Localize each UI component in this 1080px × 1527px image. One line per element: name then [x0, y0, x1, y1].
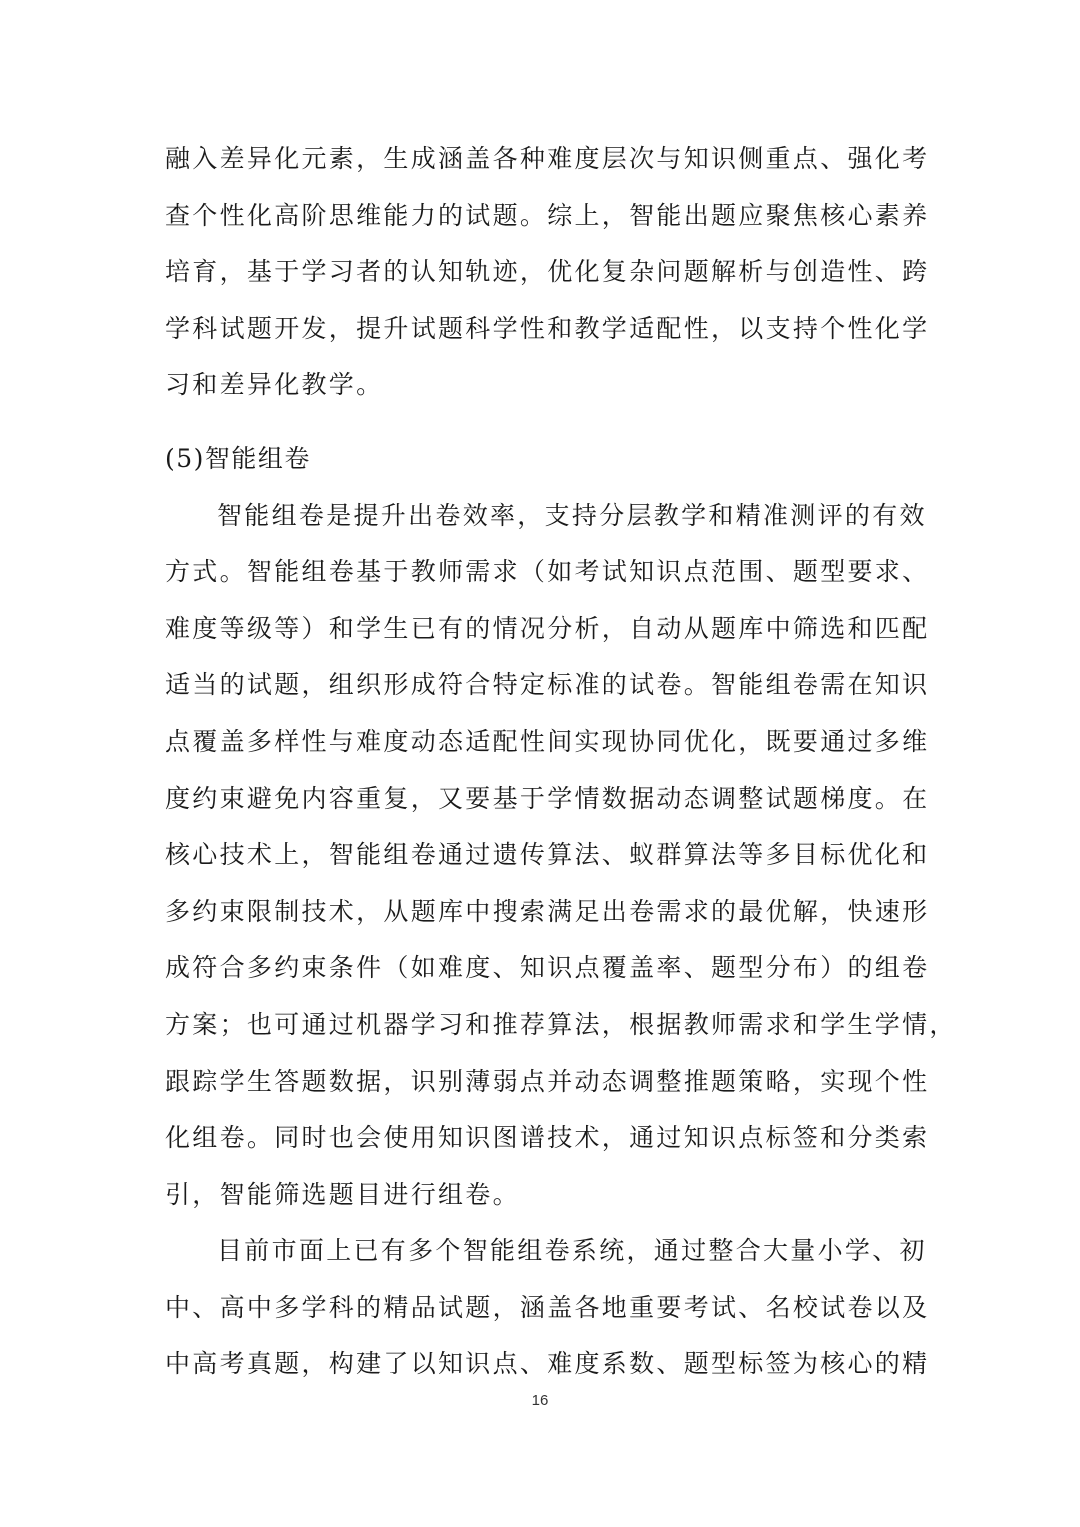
text-line: 中、高中多学科的精品试题，涵盖各地重要考试、名校试卷以及	[165, 1292, 930, 1322]
page-number: 16	[531, 1392, 549, 1409]
paragraph-market-systems	[165, 1223, 930, 1393]
text-line: 多约束限制技术，从题库中搜索满足出卷需求的最优解，快速形	[165, 896, 930, 926]
paragraph-intelligent-paper-assembly	[165, 488, 957, 1224]
text-line: 中高考真题，构建了以知识点、难度系数、题型标签为核心的精	[165, 1349, 930, 1379]
text-line: 点覆盖多样性与难度动态适配性间实现协同优化，既要通过多维	[165, 726, 930, 756]
text-line: 目前市面上已有多个智能组卷系统，通过整合大量小学、初	[217, 1236, 927, 1266]
text-line: 习和差异化教学。	[165, 370, 384, 400]
text-line: 核心技术上，智能组卷通过遗传算法、蚁群算法等多目标优化和	[165, 840, 930, 870]
text-line: 方式。智能组卷基于教师需求（如考试知识点范围、题型要求、	[165, 557, 930, 587]
text-line: 成符合多约束条件（如难度、知识点覆盖率、题型分布）的组卷	[165, 953, 930, 983]
text-line: 引，智能筛选题目进行组卷。	[165, 1179, 520, 1209]
text-line: 查个性化高阶思维能力的试题。综上，智能出题应聚焦核心素养	[165, 200, 930, 230]
text-line: 化组卷。同时也会使用知识图谱技术，通过知识点标签和分类索	[165, 1123, 930, 1153]
text-line: 适当的试题，组织形成符合特定标准的试卷。智能组卷需在知识	[165, 670, 930, 700]
text-line: 融入差异化元素，生成涵盖各种难度层次与知识侧重点、强化考	[165, 144, 930, 173]
text-line: 学科试题开发，提升试题科学性和教学适配性，以支持个性化学	[165, 313, 930, 343]
paragraph-continued	[165, 131, 930, 414]
text-line: 方案；也可通过机器学习和推荐算法，根据教师需求和学生学情，	[165, 1009, 957, 1039]
section-heading: (5)智能组卷	[165, 443, 311, 473]
text-line: 跟踪学生答题数据，识别薄弱点并动态调整推题策略，实现个性	[165, 1066, 930, 1096]
text-line: 度约束避免内容重复，又要基于学情数据动态调整试题梯度。在	[165, 783, 930, 813]
text-line: 智能组卷是提升出卷效率，支持分层教学和精准测评的有效	[217, 500, 927, 530]
text-line: 培育，基于学习者的认知轨迹，优化复杂问题解析与创造性、跨	[165, 257, 930, 287]
page-content	[165, 131, 957, 1393]
text-line: 难度等级等）和学生已有的情况分析，自动从题库中筛选和匹配	[165, 613, 930, 643]
